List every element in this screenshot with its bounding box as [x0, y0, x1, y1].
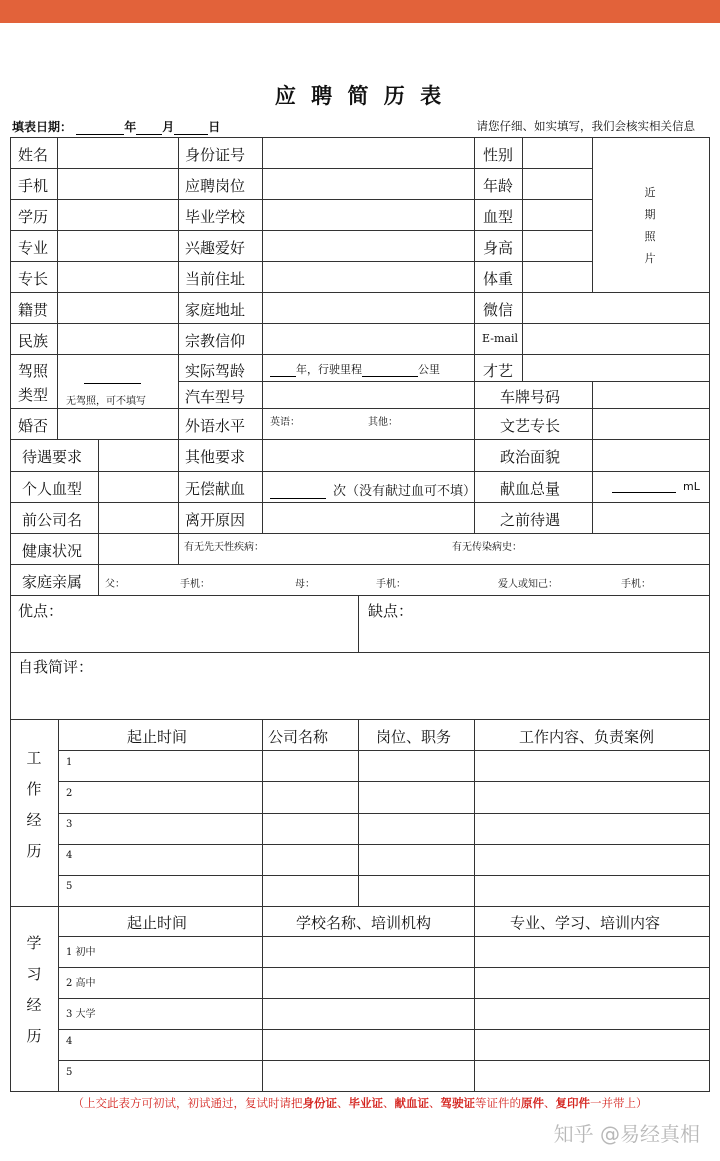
label-name: 姓名: [18, 146, 49, 164]
label-personal-blood: 个人血型: [22, 480, 83, 498]
label-health: 健康状况: [22, 542, 83, 560]
label-father: 父：: [105, 579, 125, 590]
label-native: 籍贯: [18, 301, 49, 319]
label-major: 专业: [18, 239, 49, 257]
label-ethnic: 民族: [18, 332, 49, 350]
work-row: 3: [66, 819, 73, 830]
label-infectious: 有无传染病史：: [452, 542, 522, 553]
label-home-address: 家庭地址: [185, 301, 246, 319]
label-email: E-mail: [482, 332, 518, 345]
watermark: 知乎 @易经真相: [553, 1122, 700, 1146]
label-pros: 优点：: [18, 602, 64, 620]
license-underline: [84, 383, 141, 384]
work-header-company: 公司名称: [268, 728, 329, 746]
study-row: 4: [66, 1036, 73, 1047]
label-other-language: 其他：: [368, 417, 398, 428]
label-driving-years: 实际驾龄: [185, 362, 246, 380]
label-leave-reason: 离开原因: [185, 511, 246, 529]
label-cons: 缺点：: [368, 602, 414, 620]
label-marriage: 婚否: [18, 417, 49, 435]
work-header-post: 岗位、职务: [376, 728, 452, 746]
label-donation-total: 献血总量: [500, 480, 561, 498]
label-wechat: 微信: [483, 301, 514, 319]
label-car-model: 汽车型号: [185, 388, 246, 406]
footer-note: （上交此表方可初试，初试通过，复试时请把身份证、毕业证、献血证、驾驶证等证件的原件、复印件一并带上）: [72, 1096, 648, 1110]
work-row: 4: [66, 850, 73, 861]
label-prev-company: 前公司名: [22, 511, 83, 529]
study-row: 5: [66, 1067, 73, 1078]
label-id-card: 身份证号: [185, 146, 246, 164]
label-talent: 才艺: [483, 362, 514, 380]
label-age: 年龄: [483, 177, 514, 195]
driving-detail: 年，行驶里程 公里: [270, 361, 440, 377]
label-arts: 文艺专长: [500, 417, 561, 435]
study-header-school: 学校名称、培训机构: [296, 914, 432, 932]
work-row: 5: [66, 881, 73, 892]
label-weight: 体重: [483, 270, 514, 288]
label-height: 身高: [483, 239, 514, 257]
donation-detail: 次（没有献过血可不填）: [270, 480, 476, 499]
label-position: 应聘岗位: [185, 177, 246, 195]
label-spouse-phone: 手机：: [621, 579, 651, 590]
label-father-phone: 手机：: [180, 579, 210, 590]
label-gender: 性别: [483, 146, 514, 164]
label-self-evaluation: 自我简评：: [18, 658, 94, 676]
work-row: 1: [66, 757, 73, 768]
label-current-address: 当前住址: [185, 270, 246, 288]
label-license-1: 驾照: [18, 362, 49, 380]
study-row: 2 高中: [66, 978, 96, 989]
work-header-content: 工作内容、负责案例: [519, 728, 655, 746]
photo-box: 近 期 照 片: [644, 186, 656, 265]
label-spouse: 爱人或知己：: [498, 579, 558, 590]
label-license-2: 类型: [18, 386, 49, 404]
page-title: 应 聘 简 历 表: [274, 84, 446, 108]
label-plate: 车牌号码: [500, 388, 561, 406]
study-side-label: 学 习 经 历: [26, 934, 42, 1045]
no-license-note: 无驾照，可不填写: [66, 396, 146, 407]
label-religion: 宗教信仰: [185, 332, 246, 350]
donation-total-detail: mL: [612, 480, 700, 493]
study-header-time: 起止时间: [127, 914, 188, 932]
study-row: 1 初中: [66, 947, 96, 958]
study-header-content: 专业、学习、培训内容: [510, 914, 661, 932]
label-family: 家庭亲属: [22, 573, 83, 591]
label-hobby: 兴趣爱好: [185, 239, 246, 257]
notice-text: 请您仔细、如实填写，我们会核实相关信息: [476, 119, 695, 133]
label-salary: 待遇要求: [22, 448, 83, 466]
work-header-time: 起止时间: [127, 728, 188, 746]
label-congenital: 有无先天性疾病：: [184, 542, 264, 553]
label-other-requirements: 其他要求: [185, 448, 246, 466]
work-row: 2: [66, 788, 73, 799]
label-donation: 无偿献血: [185, 480, 246, 498]
label-school: 毕业学校: [185, 208, 246, 226]
label-english: 英语：: [270, 417, 300, 428]
label-language: 外语水平: [185, 417, 246, 435]
label-prev-salary: 之前待遇: [500, 511, 561, 529]
label-specialty: 专长: [18, 270, 49, 288]
label-political: 政治面貌: [500, 448, 561, 466]
label-mother: 母：: [295, 579, 315, 590]
label-phone: 手机: [18, 177, 49, 195]
label-mother-phone: 手机：: [376, 579, 406, 590]
label-education: 学历: [18, 208, 49, 226]
study-row: 3 大学: [66, 1009, 96, 1020]
label-blood-type: 血型: [483, 208, 514, 226]
fill-date: 填表日期： 年 月 日: [12, 120, 221, 134]
work-side-label: 工 作 经 历: [26, 749, 42, 860]
